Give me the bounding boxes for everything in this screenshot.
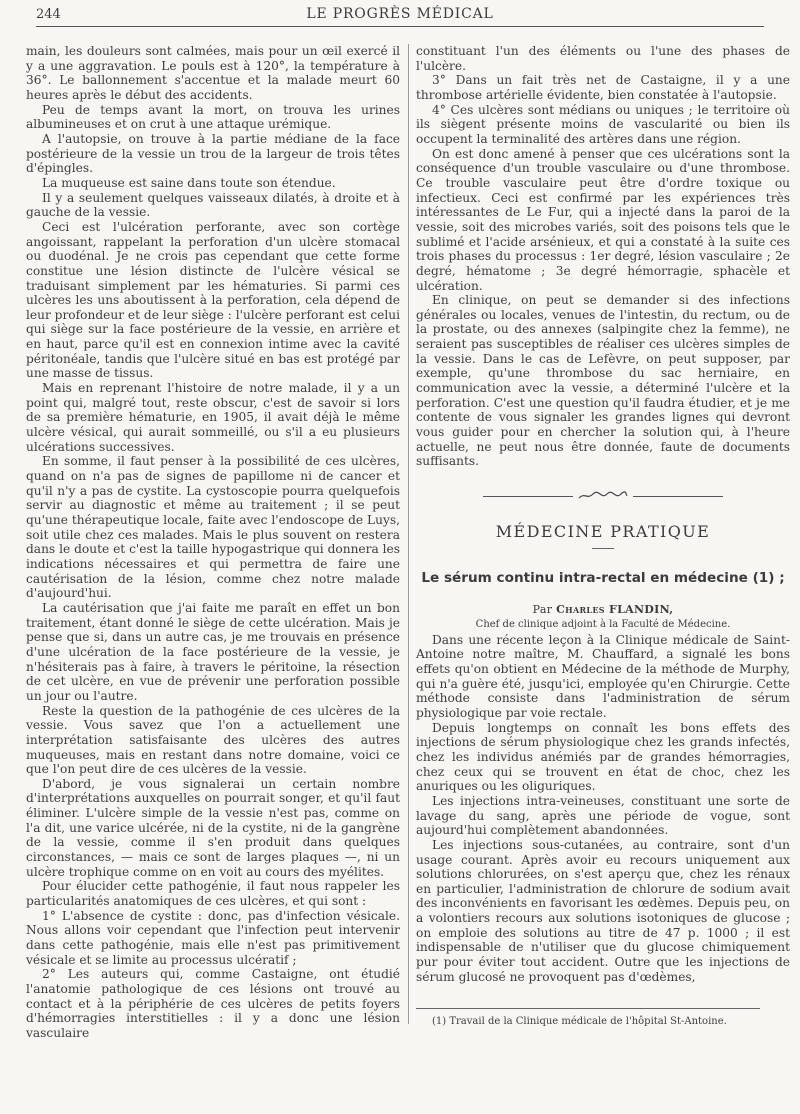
page-header — [36, 4, 764, 28]
paragraph: 4° Ces ulcères sont médians ou uniques ; le territoire où ils siègent présente moins de vascularité ou bien ils occupent la terminalité des artères dans une région. — [416, 102, 790, 146]
paragraph: Il y a seulement quelques vaisseaux dilatés, à droite et à gauche de la vessie. — [26, 190, 400, 220]
header-rule — [36, 26, 764, 27]
article-title: Le sérum continu intra-rectal en médecine (1) ; — [421, 569, 785, 586]
paragraph: La muqueuse est saine dans toute son étendue. — [42, 175, 336, 190]
flourish-icon — [577, 491, 629, 501]
page-number: 244 — [36, 7, 61, 22]
paragraph: A l'autopsie, on trouve à la partie médiane de la face postérieure de la vessie un trou de la largeur de trois têtes d'épingles. — [26, 131, 400, 176]
paragraph: 2° Les auteurs qui, comme Castaigne, ont étudié l'anatomie pathologique de ces lésions ont trouvé au contact et à la périphérie de ces ulcères de petits foyers d'hémorragies interstitielles : il y a donc une lésion vasculaire — [26, 967, 400, 1040]
paragraph: La cautérisation que j'ai faite me paraît en effet un bon traitement, étant donné le siège de cette ulcération. Mais je pense que si, dans un autre cas, je me trouvais en présence d'une ulcération de la face postérieure de la vessie, je n'hésiterais pas à faire, à travers le péritoine, la résection de cet ulcère, en vue de prévenir une perforation possible un jour ou l'autre. — [26, 600, 400, 703]
paragraph: 3° Dans un fait très net de Castaigne, il y a une thrombose artérielle évidente, bien constatée à l'autopsie. — [416, 73, 790, 102]
paragraph: Reste la question de la pathogénie de ces ulcères de la vessie. Vous savez que l'on a actuellement une interprétation satisfaisante des ulcères des autres muqueuses, mais en restant dans notre domaine, voici ce que l'on peut dire de ces ulcères de la vessie. — [26, 703, 400, 777]
paragraph: On est donc amené à penser que ces ulcérations sont la conséquence d'un trouble vasculaire ou d'une thrombose. Ce trouble vasculaire peut être d'ordre toxique ou infectieux. Ceci est confirmé par les expériences très intéressantes de Le Fur, qui a injecté dans la paroi de la vessie, soit des microbes variés, soit des poisons tels que le sublimé et l'acide arsénieux, et qui a constaté à la suite ces trois phases du processus : 1er degré, lésion vasculaire ; 2e degré, hématome ; 3e degré hémorragie, sphacèle et ulcération. — [416, 146, 790, 293]
footnote-rule — [416, 1008, 760, 1009]
paragraph: Dans une récente leçon à la Clinique médicale de Saint-Antoine notre maître, M. Chauffard, a signalé les bons effets qu'on obtient en Médecine de la méthode de Murphy, qui n'a guère été, jusqu'ici, employée qu'en Chirurgie. Cette méthode consiste dans l'administration de sérum physiologique par voie rectale. — [416, 632, 790, 720]
byline-prefix: Par — [532, 603, 553, 617]
paragraph: constituant l'un des éléments ou l'une des phases de l'ulcère. — [416, 44, 790, 73]
left-column — [26, 44, 400, 1041]
paragraph: Mais en reprenant l'histoire de notre malade, il y a un point qui, malgré tout, reste obscur, c'est de savoir si lors de sa première hématurie, en 1905, il avait déjà le même ulcère vésical, qui aurait sommeillé, ou s'il a eu plusieurs ulcérations successives. — [26, 381, 400, 454]
paragraph: Les injections intra-veineuses, constituant une sorte de lavage du sang, après une période de vogue, sont aujourd'hui complètement abandonnées. — [416, 793, 790, 838]
paragraph: Peu de temps avant la mort, on trouva les urines albumineuses et on crut à une attaque urémique. — [26, 102, 400, 132]
paragraph: Les injections sous-cutanées, au contraire, sont d'un usage courant. Après avoir eu recours uniquement aux solutions chlorurées, on s'est aperçu que, chez les rénaux en particulier, l'administration de chlorure de sodium avait des inconvénients en favorisant les œdèmes. Depuis peu, on a volontiers recours aux solutions isotoniques de glucose ; on emploie des solutions au titre de 47 p. 1000 ; il est indispensable de n'utiliser que du glucose chimiquement pur pour éviter tout accident. Outre que les injections de sérum glucosé ne provoquent pas d'œdèmes, — [416, 837, 790, 984]
footnote: (1) Travail de la Clinique médicale de l'hôpital St-Antoine. — [432, 1016, 727, 1028]
section-rule — [592, 548, 614, 549]
author-name: Charles FLANDIN, — [556, 603, 674, 617]
paragraph: En clinique, on peut se demander si des infections générales ou locales, venues de l'intestin, du rectum, ou de la prostate, ou des annexes (salpingite chez la femme), ne seraient pas susceptibles de réaliser ces ulcères simples de la vessie. Dans le cas de Lefèvre, on peut supposer, par exemple, qu'une thrombose du sac herniaire, en communication avec la vessie, a déterminé l'ulcère et la perforation. C'est une question qu'il faudra étudier, et je me contente de vous signaler les grandes lignes qui devront vous guider pour en chercher la solution qui, à l'heure actuelle, ne peut nous être donnée, faute de documents suffisants. — [416, 293, 790, 469]
section-title: MÉDECINE PRATIQUE — [495, 522, 711, 542]
paragraph: D'abord, je vous signalerai un certain nombre d'interprétations auxquelles on pourrait songer, et qu'il faut éliminer. L'ulcère simple de la vessie n'est pas, comme on l'a dit, une varice ulcérée, ni de la cystite, ni de la gangrène de la vessie, comme il s'en produit dans quelques circonstances, — mais ce sont de larges plaques —, ni un ulcère trophique comme on en voit au cours des myélites. — [26, 776, 400, 879]
paragraph: Depuis longtemps on connaît les bons effets des injections de sérum physiologique chez les grands infectés, chez les individus anémiés par de grandes hémorragies, chez ceux qui se trouvent en état de choc, chez les anuriques ou les oliguriques. — [416, 720, 790, 794]
section-ornament — [416, 491, 790, 501]
paragraph: 1° L'absence de cystite : donc, pas d'infection vésicale. Nous allons voir cependant que l'infection peut intervenir dans cette pathogénie, mais elle n'est pas primitivement vésicale et se limite au processus ulcératif ; — [26, 908, 400, 967]
right-column — [416, 44, 790, 1030]
author-affiliation: Chef de clinique adjoint à la Faculté de Médecine. — [475, 619, 731, 630]
byline — [416, 603, 790, 618]
column-divider — [408, 44, 409, 1024]
paragraph: En somme, il faut penser à la possibilité de ces ulcères, quand on n'a pas de signes de papillome ni de cancer et qu'il n'y a pas de cystite. La cystoscopie pourra quelquefois servir au diagnostic et même au traitement ; il se peut qu'une thérapeutique locale, faite avec l'endoscope de Luys, soit utile chez ces malades. Mais le plus souvent on restera dans le doute et c'est la taille hypogastrique qui donnera les indications nécessaires et qui permettra de faire une cautérisation de la lésion, comme chez notre malade d'aujourd'hui. — [26, 454, 400, 601]
running-title: LE PROGRÈS MÉDICAL — [306, 6, 494, 22]
paragraph: Pour élucider cette pathogénie, il faut nous rappeler les particularités anatomiques de ces ulcères, et qui sont : — [26, 879, 400, 909]
paragraph: main, les douleurs sont calmées, mais pour un œil exercé il y a une aggravation. Le pouls est à 120°, la température à 36°. Le ballonnement s'accentue et la malade meurt 60 heures après le début des accidents. — [26, 44, 400, 102]
paragraph: Ceci est l'ulcération perforante, avec son cortège angoissant, rappelant la perforation d'un ulcère stomacal ou duodénal. Je ne crois pas cependant que cette forme constitue une lésion distincte de l'ulcère vésical se traduisant simplement par les hématuries. Si parmi ces ulcères les uns aboutissent à la perforation, cela dépend de leur profondeur et de leur siège : l'ulcère perforant est celui qui siège sur la face postérieure de la vessie, en arrière et en haut, parce qu'il est en connexion intime avec la cavité péritonéale, tandis que l'ulcère situé en bas est protégé par une masse de tissus. — [26, 219, 400, 381]
